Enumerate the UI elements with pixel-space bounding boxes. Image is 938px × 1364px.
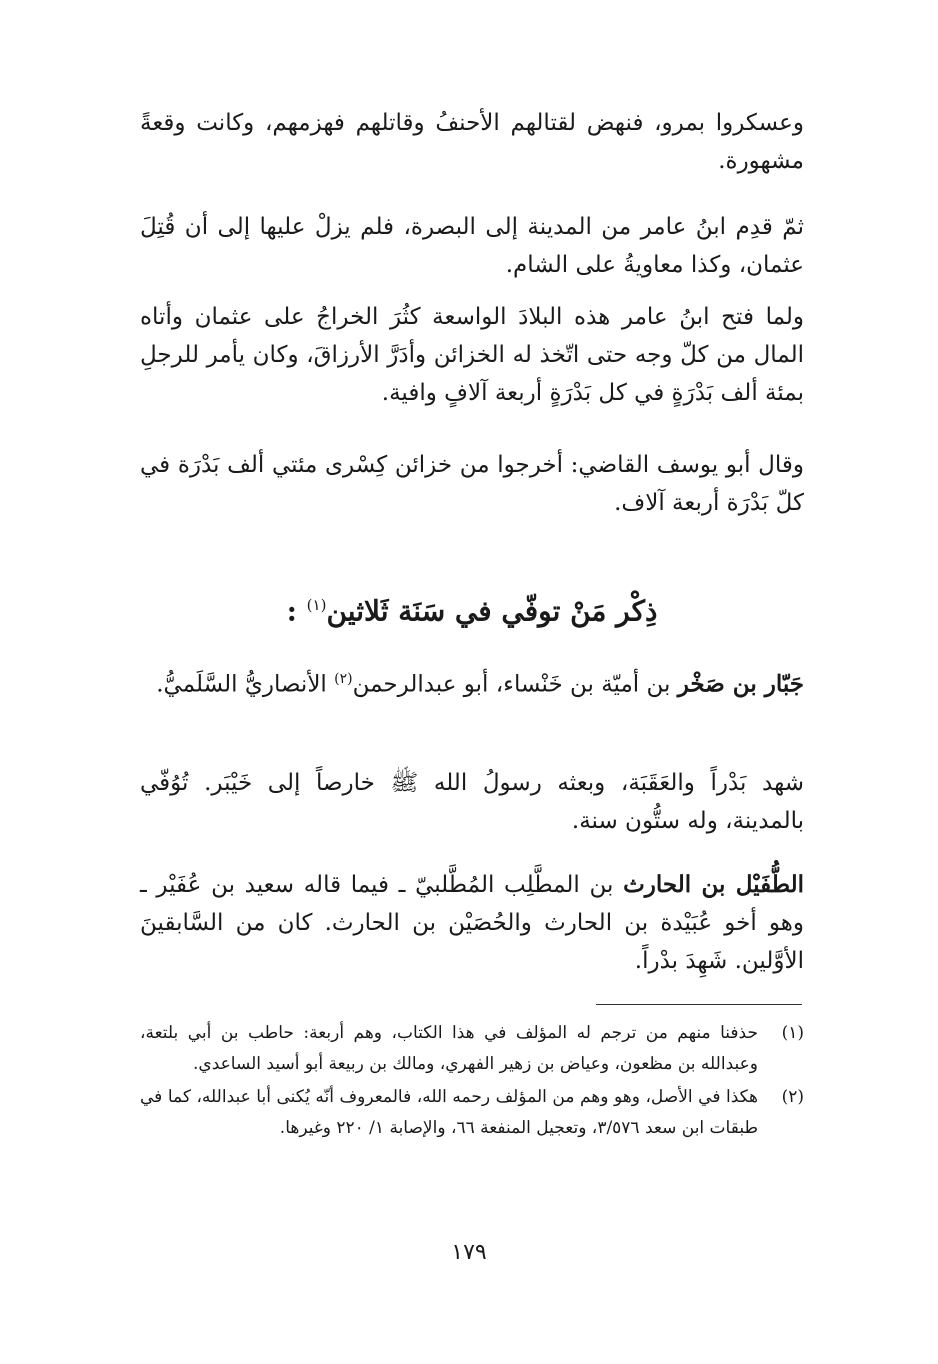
footnote-marker-2: (٢) — [334, 671, 353, 687]
footnote-number: (١) — [781, 1023, 804, 1043]
person-name: جَبّار بن صَخْر — [677, 670, 804, 698]
paragraph-2: ثمّ قدِم ابنُ عامر من المدينة إلى البصرة، فلم يزلْ عليها إلى أن قُتِلَ عثمان، وكذا معاويةُ على الشام. — [140, 214, 804, 278]
entry-text: بن المطَّلِب المُطَّلبيّ ـ فيما قاله سعيد بن عُفَيْر ـ وهو أخو عُبَيْدة بن الحارث والحُصَيْن بن الحارث. كان من السَّابقينَ الأوَّلين. شَهِدَ بدْراً. — [140, 872, 804, 974]
footnote-number: (٢) — [781, 1087, 804, 1107]
section-heading-suffix: : — [286, 594, 307, 628]
person-name: الطُّفَيْل بن الحارث — [623, 871, 805, 898]
entry-text: الأنصاريُّ السَّلَميُّ. — [156, 671, 335, 698]
biography-entry-tufail — [140, 866, 804, 980]
footnote-marker-1: (١) — [306, 596, 327, 614]
footnote-2 — [140, 1082, 804, 1144]
paragraph-4: وقال أبو يوسف القاضي: أخرجوا من خزائن كِسْرى مئتي ألف بَدْرَة في كلّ بَدْرَة أربعة آلاف. — [140, 452, 804, 516]
section-heading — [140, 583, 804, 633]
paragraph-1: وعسكروا بمرو، فنهض لقتالهم الأحنفُ وقاتلهم فهزمهم، وكانت وقعةً مشهورة. — [140, 110, 804, 174]
paragraph-3: ولما فتح ابنُ عامر هذه البلادَ الواسعة كثُرَ الخراجُ على عثمان وأتاه المال من كلّ وجه حتى اتّخذ له الخزائن وأدَرَّ الأرزاقَ، وكان يأمر للرجلِ بمئة ألف بَدْرَةٍ في كل بَدْرَةٍ أربعة آلافٍ وافية. — [140, 304, 804, 406]
entry-text: بن أميّة بن خَنْساء، أبو عبدالرحمن — [352, 671, 678, 698]
page-number: ١٧٩ — [451, 1240, 487, 1265]
biography-entry-jabbar — [140, 660, 804, 704]
footnote-text: حذفنا منهم من ترجم له المؤلف في هذا الكتاب، وهم أربعة: حاطب بن أبي بلتعة، وعبدالله بن مظعون، وعياض بن زهير الفهري، ومالك بن ربيعة أبو أسيد الساعدي. — [140, 1023, 758, 1074]
footnote-text: هكذا في الأصل، وهو وهم من المؤلف رحمه الله، فالمعروف أنّه يُكنى أبا عبدالله، كما في طبقات ابن سعد ٣/٥٧٦، وتعجيل المنفعة ٦٦، والإصابة ١/ ٢٢٠ وغيرها. — [140, 1087, 758, 1138]
footnote-separator — [596, 1004, 802, 1005]
biography-entry-jabbar-details: شهد بَدْراً والعَقَبَة، وبعثه رسولُ الله ﷺ خارصاً إلى خَيْبَر. تُوُفّي بالمدينة، وله ستُّون سنة. — [140, 770, 804, 834]
footnote-1 — [140, 1018, 804, 1080]
footnotes — [140, 1018, 804, 1146]
section-heading-text: ذِكْر مَنْ توفّي في سَنَة ثَلاثين — [326, 594, 658, 628]
